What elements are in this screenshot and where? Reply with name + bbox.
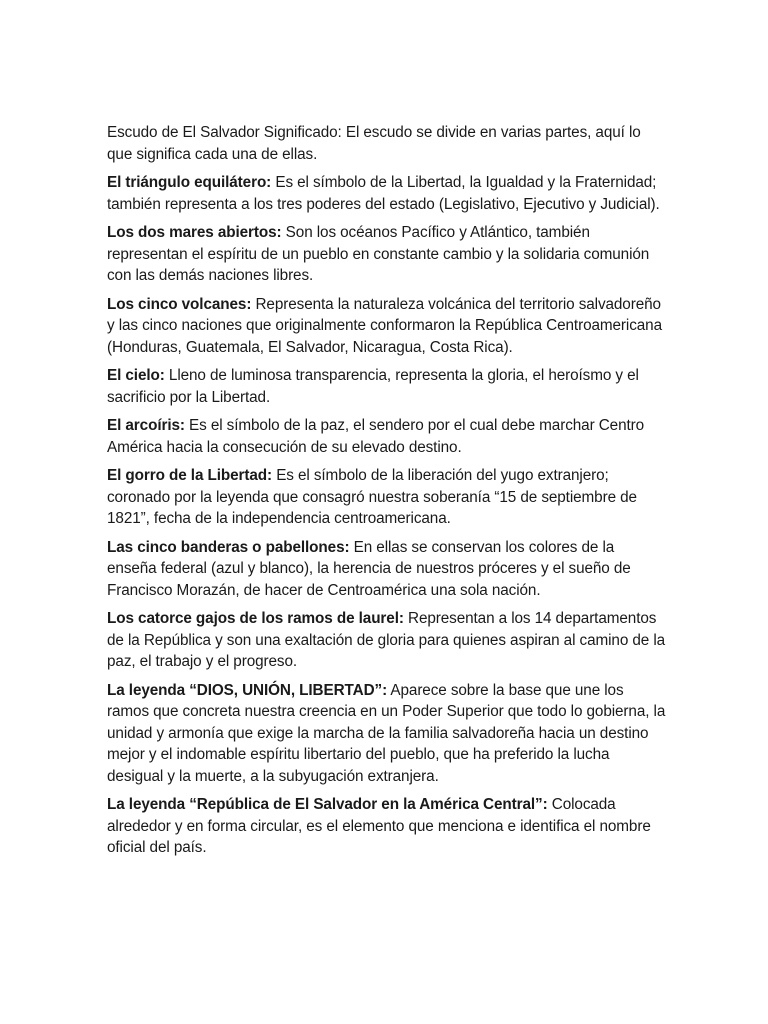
section-arcoiris xyxy=(107,415,667,458)
section-term: El cielo: xyxy=(107,367,165,384)
section-term: La leyenda “DIOS, UNIÓN, LIBERTAD”: xyxy=(107,681,388,699)
section-triangulo xyxy=(107,172,667,215)
document-page xyxy=(107,122,667,866)
section-banderas xyxy=(107,537,667,602)
section-leyenda-republica xyxy=(107,794,667,859)
section-text: Es el símbolo de la liberación del yugo extranjero; coronado por la leyenda que consagró nuestra soberanía “15 de septiembre de 1821”, fecha de la independencia centroamericana. xyxy=(107,467,637,527)
section-text: Es el símbolo de la Libertad, la Igualdad y la Fraternidad; también representa a los tres poderes del estado (Legislativo, Ejecutivo y Judicial). xyxy=(107,174,660,213)
section-text: En ellas se conservan los colores de la enseña federal (azul y blanco), la herencia de nuestros próceres y el sueño de Francisco Morazán, de hacer de Centroamérica una sola nación. xyxy=(107,538,631,599)
section-term: El triángulo equilátero: xyxy=(107,174,272,191)
section-term: La leyenda “República de El Salvador en la América Central”: xyxy=(107,796,548,813)
section-term: El gorro de la Libertad: xyxy=(107,467,273,484)
section-cielo xyxy=(107,365,667,408)
intro-paragraph: Escudo de El Salvador Significado: El escudo se divide en varias partes, aquí lo que significa cada una de ellas. xyxy=(107,124,641,163)
section-text: Aparece sobre la base que une los ramos que concreta nuestra creencia en un Poder Superior que todo lo gobierna, la unidad y armonía que exige la marcha de la familia salvadoreña hacia un destino mejor y el indomable espíritu libertario del pueblo, que ha preferido la lucha desigual y la muerte, a la subyugación extranjera. xyxy=(107,681,666,785)
section-gorro xyxy=(107,465,667,530)
section-volcanes xyxy=(107,294,667,359)
section-term: Los cinco volcanes: xyxy=(107,295,252,313)
section-text: Son los océanos Pacífico y Atlántico, también representan el espíritu de un pueblo en constante cambio y la solidaria comunión con las demás naciones libres. xyxy=(107,224,650,284)
section-term: Los dos mares abiertos: xyxy=(107,224,282,241)
section-term: El arcoíris: xyxy=(107,417,185,434)
section-leyenda-dios xyxy=(107,680,667,788)
section-laurel xyxy=(107,608,667,673)
section-text: Es el símbolo de la paz, el sendero por el cual debe marchar Centro América hacia la consecución de su elevado destino. xyxy=(107,417,645,456)
section-text: Representan a los 14 departamentos de la República y son una exaltación de gloria para quienes aspiran al camino de la paz, el trabajo y el progreso. xyxy=(107,610,666,670)
section-mares xyxy=(107,222,667,287)
section-term: Los catorce gajos de los ramos de laurel: xyxy=(107,610,404,627)
section-text: Representa la naturaleza volcánica del territorio salvadoreño y las cinco naciones que originalmente conformaron la República Centroamericana (Honduras, Guatemala, El Salvador, Nicaragua, Costa Rica). xyxy=(107,295,662,356)
section-term: Las cinco banderas o pabellones: xyxy=(107,538,350,556)
section-text: Colocada alrededor y en forma circular, es el elemento que menciona e identifica el nombre oficial del país. xyxy=(107,796,651,856)
section-text: Lleno de luminosa transparencia, representa la gloria, el heroísmo y el sacrificio por la Libertad. xyxy=(107,367,639,406)
